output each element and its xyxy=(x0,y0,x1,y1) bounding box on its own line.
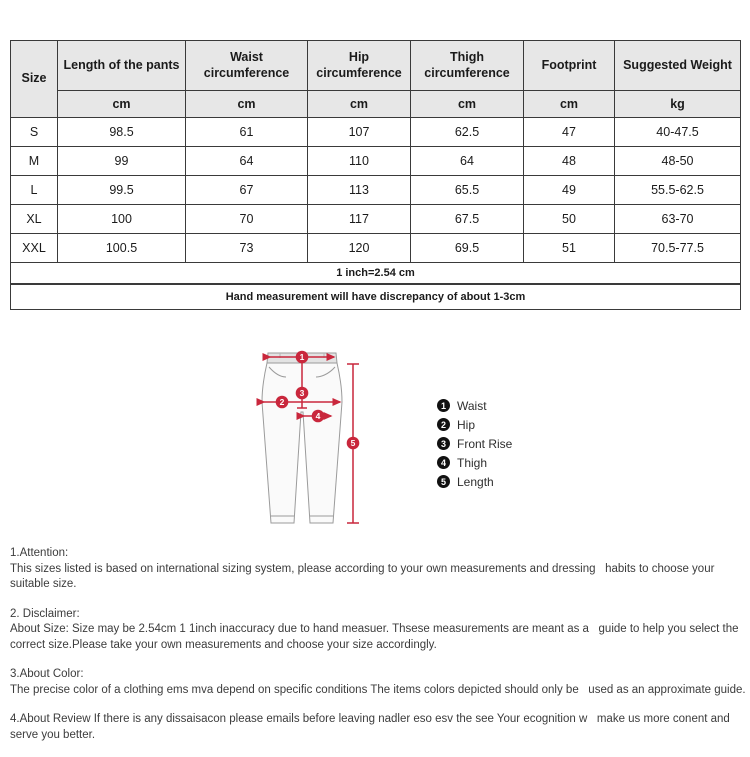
cell-value: 62.5 xyxy=(411,118,524,147)
cell-value: 110 xyxy=(308,147,411,176)
legend-item-waist xyxy=(437,399,512,412)
marker-1-waist: 1 xyxy=(299,352,305,362)
size-chart-table xyxy=(10,40,741,310)
table-footnote-inch xyxy=(11,263,741,284)
legend-item-front-rise xyxy=(437,437,512,450)
cell-value: 61 xyxy=(186,118,308,147)
size-label: XL xyxy=(11,205,58,234)
cell-value: 73 xyxy=(186,234,308,263)
pants-measurement-diagram xyxy=(256,346,368,548)
note-about-review xyxy=(10,712,746,743)
note-body: This sizes listed is based on international sizing system, please according to your own measurements and dressing habits to choose your suitable size. xyxy=(10,562,718,590)
cell-value: 98.5 xyxy=(58,118,186,147)
cell-value: 113 xyxy=(308,176,411,205)
note-heading: 1.Attention: xyxy=(10,547,69,559)
size-label: L xyxy=(11,176,58,205)
legend-badge-3-icon: 3 xyxy=(437,437,450,450)
cell-value: 40-47.5 xyxy=(615,118,741,147)
note-heading: 2. Disclaimer: xyxy=(10,607,80,620)
column-header-footprint: Footprint xyxy=(524,41,615,91)
notes-section xyxy=(10,546,746,757)
cell-value: 70.5-77.5 xyxy=(615,234,741,263)
cell-value: 64 xyxy=(411,147,524,176)
cell-value: 47 xyxy=(524,118,615,147)
marker-5-length: 5 xyxy=(350,438,356,448)
unit-thigh: cm xyxy=(411,91,524,118)
note-disclaimer xyxy=(10,607,746,654)
cell-value: 107 xyxy=(308,118,411,147)
column-header-thigh: Thigh circumference xyxy=(411,41,524,91)
cell-value: 100.5 xyxy=(58,234,186,263)
note-attention xyxy=(10,546,746,593)
cell-value: 67.5 xyxy=(411,205,524,234)
cell-value: 99.5 xyxy=(58,176,186,205)
unit-waist: cm xyxy=(186,91,308,118)
column-header-length: Length of the pants xyxy=(58,41,186,91)
footnote-discrepancy-text: Hand measurement will have discrepancy of about 1-3cm xyxy=(11,284,741,310)
legend-badge-1-icon: 1 xyxy=(437,399,450,412)
table-row-s xyxy=(11,118,741,147)
table-row-m xyxy=(11,147,741,176)
legend-label: Thigh xyxy=(457,455,488,470)
cell-value: 48 xyxy=(524,147,615,176)
marker-2-hip: 2 xyxy=(279,397,285,407)
unit-hip: cm xyxy=(308,91,411,118)
cell-value: 70 xyxy=(186,205,308,234)
note-about-color xyxy=(10,667,746,698)
legend-label: Front Rise xyxy=(457,436,513,451)
cell-value: 49 xyxy=(524,176,615,205)
column-header-weight: Suggested Weight xyxy=(615,41,741,91)
legend-item-length xyxy=(437,475,512,488)
cell-value: 65.5 xyxy=(411,176,524,205)
cell-value: 69.5 xyxy=(411,234,524,263)
size-label: M xyxy=(11,147,58,176)
cell-value: 50 xyxy=(524,205,615,234)
cell-value: 48-50 xyxy=(615,147,741,176)
table-footnote-discrepancy xyxy=(11,284,741,310)
cell-value: 63-70 xyxy=(615,205,741,234)
size-label: XXL xyxy=(11,234,58,263)
cell-value: 55.5-62.5 xyxy=(615,176,741,205)
legend-item-thigh xyxy=(437,456,512,469)
footnote-inch-text: 1 inch=2.54 cm xyxy=(11,263,741,284)
size-label: S xyxy=(11,118,58,147)
note-body: 4.About Review If there is any dissaisacon please emails before leaving nadler eso esv the see Your ecognition w make us more conent and serve you better. xyxy=(10,713,734,741)
cell-value: 67 xyxy=(186,176,308,205)
legend-item-hip xyxy=(437,418,512,431)
cell-value: 120 xyxy=(308,234,411,263)
size-chart-section xyxy=(10,40,740,310)
column-header-waist: Waist circumference xyxy=(186,41,308,91)
legend-label: Hip xyxy=(457,417,476,432)
unit-weight: kg xyxy=(615,91,741,118)
column-header-hip: Hip circumference xyxy=(308,41,411,91)
column-header-size: Size xyxy=(11,41,58,118)
legend-badge-2-icon: 2 xyxy=(437,418,450,431)
note-body: About Size: Size may be 2.54cm 1 1inch inaccuracy due to hand measuer. Thsese measurements are meant as a guide to help you select the correct size.Please take your own measurements and choose your size accordingly. xyxy=(10,623,742,651)
note-heading: 3.About Color: xyxy=(10,668,84,680)
cell-value: 117 xyxy=(308,205,411,234)
table-row-xl xyxy=(11,205,741,234)
unit-length: cm xyxy=(58,91,186,118)
legend-label: Length xyxy=(457,474,494,489)
table-row-l xyxy=(11,176,741,205)
cell-value: 64 xyxy=(186,147,308,176)
cell-value: 99 xyxy=(58,147,186,176)
marker-3-front-rise: 3 xyxy=(299,388,305,398)
cell-value: 51 xyxy=(524,234,615,263)
table-row-xxl xyxy=(11,234,741,263)
legend-badge-5-icon: 5 xyxy=(437,475,450,488)
unit-footprint: cm xyxy=(524,91,615,118)
table-header-row xyxy=(11,41,741,91)
cell-value: 100 xyxy=(58,205,186,234)
marker-4-thigh: 4 xyxy=(315,411,321,421)
legend-label: Waist xyxy=(457,398,487,413)
note-body: The precise color of a clothing ems mva depend on specific conditions The items colors depicted should only be used as an approximate guide. xyxy=(10,683,746,696)
table-unit-row xyxy=(11,91,741,118)
measurement-legend xyxy=(437,399,512,494)
legend-badge-4-icon: 4 xyxy=(437,456,450,469)
